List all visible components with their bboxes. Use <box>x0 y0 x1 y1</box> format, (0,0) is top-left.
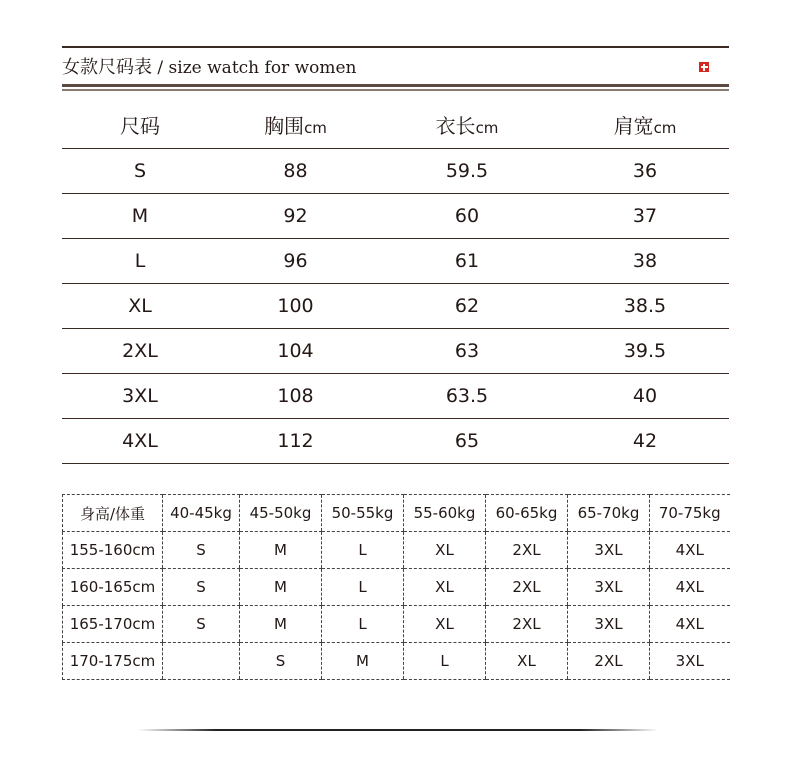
table-cell: 62 <box>373 284 561 329</box>
header-top-rule <box>62 46 729 48</box>
table-cell: M <box>62 194 218 239</box>
table-cell: 63 <box>373 329 561 374</box>
table-row <box>62 329 729 374</box>
size-cell: 4XL <box>650 606 730 643</box>
table-row <box>62 374 729 419</box>
col-header-length: 衣长cm <box>373 100 561 149</box>
size-cell: XL <box>486 643 568 680</box>
size-cell: 4XL <box>650 569 730 606</box>
table-row <box>62 284 729 329</box>
col-header-size: 尺码 <box>62 100 218 149</box>
table-cell: 39.5 <box>561 329 729 374</box>
size-cell: 3XL <box>568 606 650 643</box>
size-cell: XL <box>404 532 486 569</box>
size-cell: S <box>163 532 240 569</box>
size-cell: XL <box>404 606 486 643</box>
title-en: size watch for women <box>168 58 357 78</box>
table-cell: 88 <box>218 149 373 194</box>
size-cell: 2XL <box>486 532 568 569</box>
table-cell: 63.5 <box>373 374 561 419</box>
swiss-flag-icon <box>699 62 709 72</box>
table-cell: 96 <box>218 239 373 284</box>
table-row <box>63 532 730 569</box>
size-cell: S <box>240 643 322 680</box>
size-cell: 4XL <box>650 532 730 569</box>
height-range-cell: 170-175cm <box>63 643 163 680</box>
table-cell: 108 <box>218 374 373 419</box>
weight-range-header: 45-50kg <box>240 495 322 532</box>
height-range-cell: 165-170cm <box>63 606 163 643</box>
table-cell: XL <box>62 284 218 329</box>
table-row <box>62 419 729 464</box>
weight-range-header: 55-60kg <box>404 495 486 532</box>
size-cell: 2XL <box>568 643 650 680</box>
table-cell: 37 <box>561 194 729 239</box>
col-header-chest: 胸围cm <box>218 100 373 149</box>
size-cell: 3XL <box>568 532 650 569</box>
table-row <box>62 239 729 284</box>
size-table <box>62 100 729 464</box>
size-cell: M <box>240 606 322 643</box>
size-cell: 3XL <box>568 569 650 606</box>
footer-divider <box>138 729 658 731</box>
size-cell: S <box>163 569 240 606</box>
weight-range-header: 40-45kg <box>163 495 240 532</box>
recommendation-header-row <box>63 495 730 532</box>
table-row <box>63 569 730 606</box>
header-bottom-rule-thin <box>62 89 729 91</box>
table-cell: 2XL <box>62 329 218 374</box>
header-bottom-rule <box>62 84 729 87</box>
size-cell: M <box>240 532 322 569</box>
weight-range-header: 65-70kg <box>568 495 650 532</box>
table-cell: 38.5 <box>561 284 729 329</box>
size-cell: M <box>240 569 322 606</box>
height-weight-header: 身高/体重 <box>63 495 163 532</box>
size-cell: L <box>322 569 404 606</box>
table-cell: 4XL <box>62 419 218 464</box>
size-cell: 3XL <box>650 643 730 680</box>
weight-range-header: 70-75kg <box>650 495 730 532</box>
table-cell: 60 <box>373 194 561 239</box>
title-cn: 女款尺码表 <box>62 57 152 78</box>
table-cell: 40 <box>561 374 729 419</box>
size-cell: L <box>322 532 404 569</box>
size-cell: L <box>322 606 404 643</box>
table-row <box>63 643 730 680</box>
table-cell: L <box>62 239 218 284</box>
size-cell: S <box>163 606 240 643</box>
size-table-header-row <box>62 100 729 149</box>
col-header-shoulder: 肩宽cm <box>561 100 729 149</box>
size-cell: L <box>404 643 486 680</box>
table-row <box>63 606 730 643</box>
table-cell: 112 <box>218 419 373 464</box>
table-cell: 100 <box>218 284 373 329</box>
table-cell: 65 <box>373 419 561 464</box>
height-range-cell: 160-165cm <box>63 569 163 606</box>
table-cell: 92 <box>218 194 373 239</box>
table-cell: 42 <box>561 419 729 464</box>
weight-range-header: 60-65kg <box>486 495 568 532</box>
table-cell: 3XL <box>62 374 218 419</box>
table-cell: 61 <box>373 239 561 284</box>
table-cell: 38 <box>561 239 729 284</box>
size-cell: 2XL <box>486 569 568 606</box>
title-separator: / <box>152 58 169 78</box>
size-cell: XL <box>404 569 486 606</box>
size-cell <box>163 643 240 680</box>
table-cell: 59.5 <box>373 149 561 194</box>
size-cell: M <box>322 643 404 680</box>
table-row <box>62 149 729 194</box>
table-cell: 104 <box>218 329 373 374</box>
size-cell: 2XL <box>486 606 568 643</box>
table-row <box>62 194 729 239</box>
weight-range-header: 50-55kg <box>322 495 404 532</box>
table-cell: S <box>62 149 218 194</box>
table-cell: 36 <box>561 149 729 194</box>
height-range-cell: 155-160cm <box>63 532 163 569</box>
recommendation-table <box>62 494 730 680</box>
page-title <box>62 53 357 83</box>
